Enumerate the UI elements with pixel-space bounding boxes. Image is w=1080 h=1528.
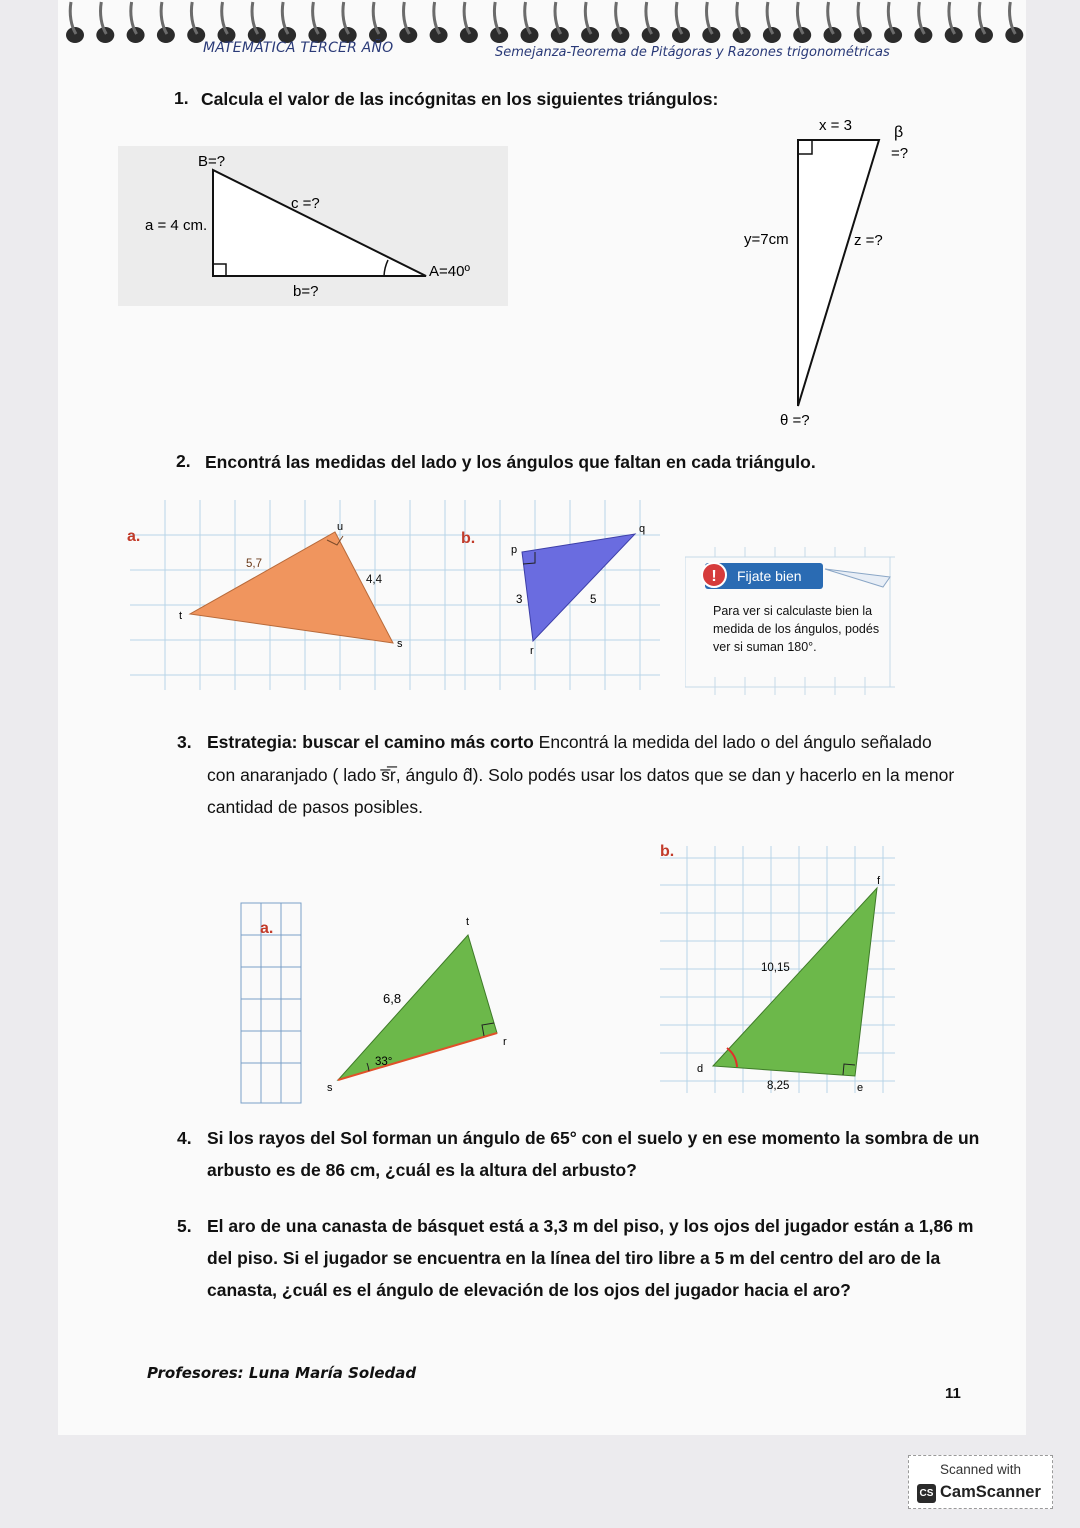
label-y: y=7cm bbox=[744, 231, 789, 248]
q4-line2: arbusto es de 86 cm, ¿cuál es la altura del arbusto? bbox=[207, 1160, 637, 1180]
q2-figures bbox=[125, 490, 665, 700]
q3-a-letter: a. bbox=[260, 920, 274, 937]
vertex-f: f bbox=[877, 875, 881, 887]
scanner-name: CamScanner bbox=[940, 1483, 1041, 1501]
vertex-q: q bbox=[639, 523, 646, 535]
label-B: B=? bbox=[198, 153, 226, 170]
vertex-r: r bbox=[530, 645, 534, 657]
side-ts: 6,8 bbox=[383, 991, 402, 1006]
right-triangle bbox=[798, 140, 879, 406]
teacher-name: Profesores: Luna María Soledad bbox=[147, 1364, 417, 1382]
q3-b-letter: b. bbox=[660, 843, 675, 860]
side-de: 8,25 bbox=[767, 1080, 790, 1092]
vertex-p: p bbox=[511, 544, 518, 556]
q2-b-letter: b. bbox=[461, 530, 476, 547]
label-beta-value: =? bbox=[891, 145, 909, 162]
q4-number: 4. bbox=[177, 1128, 192, 1148]
vertex-s: s bbox=[397, 638, 403, 650]
label-A: A=40º bbox=[429, 263, 470, 280]
tip-text: Para ver si calculaste bien la medida de los ángulos, podés ver si suman 180°. bbox=[713, 604, 880, 654]
spiral-binding bbox=[0, 0, 1080, 50]
label-beta: β bbox=[894, 124, 904, 141]
side-df: 10,15 bbox=[761, 962, 790, 974]
q3-strategy: Estrategia: buscar el camino más corto bbox=[207, 732, 534, 752]
q3-line3: cantidad de pasos posibles. bbox=[207, 797, 423, 817]
q2-text: Encontrá las medidas del lado y los ángulos que faltan en cada triángulo. bbox=[205, 452, 816, 472]
vertex-t: t bbox=[466, 916, 470, 928]
triangle-tus bbox=[190, 532, 393, 643]
q5-line2: del piso. Si el jugador se encuentra en la línea del tiro libre a 5 m del centro del aro de la bbox=[207, 1248, 941, 1268]
q1-text: Calcula el valor de las incógnitas en los siguientes triángulos: bbox=[201, 89, 719, 109]
q3-figure-a bbox=[235, 895, 535, 1105]
q5-number: 5. bbox=[177, 1216, 192, 1236]
vertex-r: r bbox=[503, 1036, 507, 1048]
q2-a-letter: a. bbox=[127, 528, 141, 545]
header-subject: MATEMÁTICA TERCER AÑO bbox=[203, 40, 394, 56]
vertex-d: d bbox=[697, 1063, 704, 1075]
side-qr: 5 bbox=[590, 594, 597, 606]
vertex-t: t bbox=[179, 610, 183, 622]
header-topic: Semejanza-Teorema de Pitágoras y Razones trigonométricas bbox=[495, 45, 890, 60]
q3-line2: con anaranjado ( lado s̅r̅, ángulo d̂). Solo podés usar los datos que se dan y hacerlo en la menor bbox=[207, 765, 955, 785]
label-c: c =? bbox=[291, 195, 320, 212]
q2-number: 2. bbox=[176, 451, 191, 471]
camscanner-logo-icon: CS bbox=[917, 1484, 936, 1503]
tip-box bbox=[685, 547, 895, 695]
label-x: x = 3 bbox=[819, 117, 852, 134]
q1-triangle-1 bbox=[118, 140, 513, 310]
vertex-e: e bbox=[857, 1082, 864, 1094]
angle-s: 33° bbox=[375, 1056, 393, 1068]
tip-title: Fijate bien bbox=[705, 563, 823, 589]
q4-line1: Si los rayos del Sol forman un ángulo de 65° con el suelo y en ese momento la sombra de un bbox=[207, 1128, 980, 1148]
warning-icon: ! bbox=[701, 562, 727, 588]
q1-triangle-2 bbox=[740, 110, 940, 435]
q5-line3: canasta, ¿cuál es el ángulo de elevación de los ojos del jugador hacia el aro? bbox=[207, 1280, 851, 1300]
triangle-tsr bbox=[338, 935, 497, 1080]
label-z: z =? bbox=[854, 232, 883, 249]
label-a: a = 4 cm. bbox=[145, 217, 208, 234]
triangle-fde bbox=[713, 888, 877, 1076]
scanner-caption: Scanned with bbox=[939, 1462, 1022, 1477]
q3-line1 bbox=[207, 726, 932, 758]
q3-line1-rest: Encontrá la medida del lado o del ángulo señalado bbox=[533, 732, 932, 752]
q1-number: 1. bbox=[174, 88, 189, 108]
side-ut: 5,7 bbox=[246, 558, 262, 570]
q5-line1: El aro de una canasta de básquet está a 3,3 m del piso, y los ojos del jugador están a 1,86 m bbox=[207, 1216, 974, 1236]
side-pr: 3 bbox=[516, 594, 523, 606]
page-number: 11 bbox=[945, 1385, 961, 1402]
triangle-pqr bbox=[522, 534, 635, 641]
q3-number: 3. bbox=[177, 732, 192, 752]
scanner-watermark bbox=[908, 1455, 1053, 1509]
vertex-u: u bbox=[337, 521, 344, 533]
label-theta: θ =? bbox=[780, 412, 810, 429]
q3-figure-b bbox=[655, 838, 900, 1100]
vertex-s: s bbox=[327, 1082, 333, 1094]
side-us: 4,4 bbox=[366, 574, 382, 586]
label-b: b=? bbox=[293, 283, 319, 300]
